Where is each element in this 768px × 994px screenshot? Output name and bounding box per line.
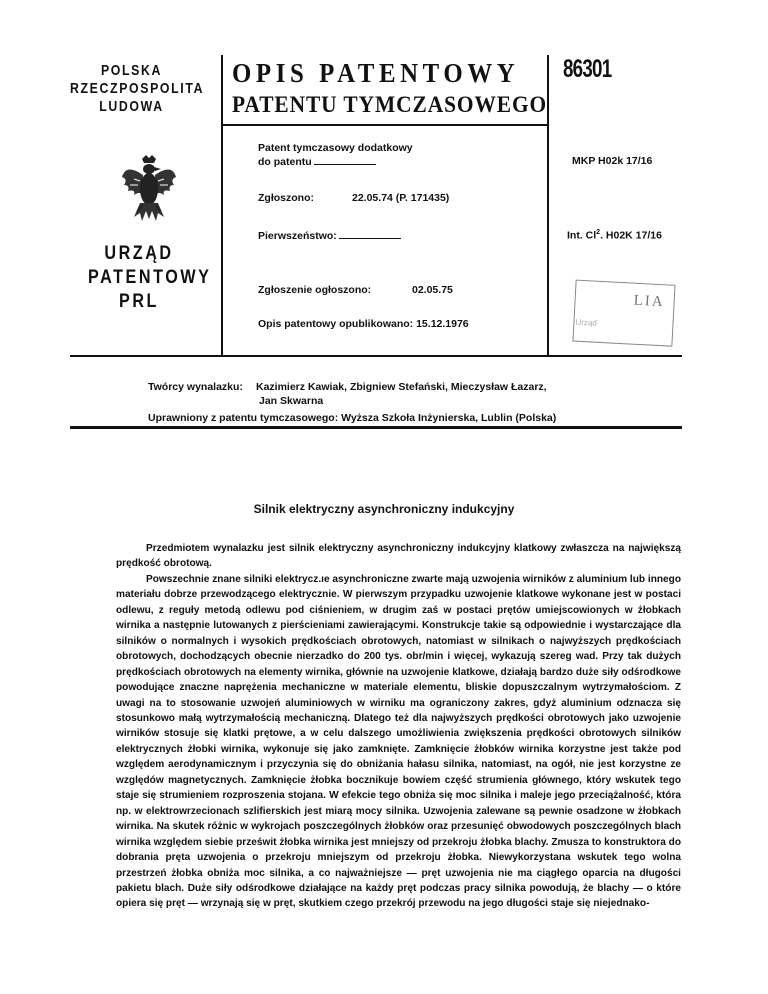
library-stamp [566, 273, 676, 352]
document-subtitle: PATENTU TYMCZASOWEGO [232, 92, 548, 117]
paragraph: Powszechnie znane silniki elektrycz.ıe asynchroniczne zwarte mają uzwojenia wirników z aluminium lub innego materiału dobrze przewodzącego elektrycznie. W pierwszym przypadku uzwojenie klatkowe wykonane jest w postaci odlewu, z reguły metodą odlewu pod ciśnieniem, w drugim zaś w postaci prętów umiejscowionych w żłobkach wirnika a następnie lutowanych z pierścieniami zawierającymi. Konstrukcje takie są odpowiednie i wystarczające dla silników o normalnych i wysokich prędkościach obrotowych, natomiast w silnikach o najwyższych prędkościach obrotowych, dochodzących obecnie nierzadko do 200 tys. obr/min i więcej, wykazują szereg wad. Przy tak dużych prędkościach obrotowych na elementy wirnika, głównie na uzwojenie klatkowe, działają bardzo duże siły odśrodkowe powodujące znaczne naprężenia mechaniczne w materiale elementu, bliskie dopuszczalnym wytrzymałościom. Z uwagi na to stosowanie uzwojeń aluminiowych w wirniku ma ograniczony zakres, gdyż aluminium odznacza się stosunkowo małą wytrzymałością mechaniczną. Dlatego też dla najwyższych prędkości obrotowych jako uzwojenie wirników stosuje się klatki prętowe, a w celu dalszego umożliwienia zwiększenia prędkości obrotowych silników elektrycznych żłobki wirnika, wykonuje się jako zamknięte. Zamknięcie żłobków wirnika korzystne jest także pod względem aerodynamicznym i przyczynia się do obniżania hałasu silnika, natomiast, na ogół, nie jest korzystne ze względów magnetycznych. Zamknięcie żłobka bocznikuje bowiem część strumienia głównego, który wskutek tego staje się strumieniem rozproszenia stojana. W efekcie tego obniża się moc silnika i maleje jego przeciążalność, która np. w elektrowrzecionach szlifierskich jest miarą mocy silnika. Uzwojenia zalewane są pewnie osadzone w żłobkach wirnika. Na skutek różnic w wykrojach poszczególnych żłobków oraz przesunięć obwodowych poszczególnych blach wirnika względem siebie prześwit żłobka wirnika jest mniejszy od przekroju żłobka blachy. Zmusza to konstruktora do dobrania pręta uzwojenia o przekroju mniejszym od przekroju żłobka. Niewykorzystana wskutek tego wolna przestrzeń żłobka obniża moc silnika, a co najważniejsze — pręt uzwojenia nie ma ciągłego oparcia na długości pakietu blach. Duże siły odśrodkowe działające na każdy pręt podczas pracy silnika powodują, że blachy — o które opiera się pręt — wrzynają się w pręt, skutkiem czego przekrój przewodu na jego długości staje się niejednako- [116, 573, 681, 910]
eagle-emblem-icon [120, 155, 178, 225]
stamp-small-text: Urząd [575, 317, 598, 328]
creators-line-1 [148, 380, 547, 394]
country-line: POLSKA [100, 62, 163, 79]
left-divider [221, 55, 223, 355]
additional-patent-to-label: do patentu [258, 156, 312, 168]
country-line: RZECZPOSPOLITA [70, 80, 205, 97]
paragraph: Przedmiotem wynalazku jest silnik elektryczny asynchroniczny indukcyjny klatkowy zwłaszcza na największą prędkość obrotową. [116, 543, 681, 570]
published-label: Opis patentowy opublikowano: [258, 318, 414, 330]
priority-label: Pierwszeństwo: [258, 230, 337, 242]
patent-number: 86301 [563, 55, 612, 83]
patent-office-name [88, 242, 212, 314]
int-cl-prefix: Int. Cl [567, 229, 597, 242]
creators-label: Twórcy wynalazku: [148, 381, 243, 393]
office-line: PATENTOWY [88, 267, 212, 288]
additional-patent-label: Patent tymczasowy dodatkowy [258, 142, 413, 154]
additional-patent-to [258, 155, 376, 168]
invention-title: Silnik elektryczny asynchroniczny indukcyjny [253, 502, 515, 516]
description-body [116, 541, 681, 912]
int-classification [567, 229, 662, 242]
announced-value: 02.05.75 [412, 284, 453, 296]
creators-block [148, 380, 547, 408]
owner-label: Uprawniony z patentu tymczasowego: [148, 412, 339, 424]
published-value: 15.12.1976 [416, 318, 469, 330]
stamp-border [572, 280, 675, 347]
blank-line [339, 229, 401, 239]
blank-line [314, 155, 376, 165]
header-bottom-rule [70, 355, 682, 357]
creators-names-line-2: Jan Skwarna [259, 395, 324, 407]
owner-field [148, 412, 556, 424]
document-title: OPIS PATENTOWY [232, 58, 520, 88]
office-line: URZĄD [104, 243, 174, 264]
country-line: LUDOWA [99, 98, 164, 115]
stamp-text: LIA [633, 292, 666, 311]
filed-label: Zgłoszono: [258, 192, 314, 204]
owner-value: Wyższa Szkoła Inżynierska, Lublin (Polska) [341, 412, 557, 424]
int-cl-superscript: 2 [596, 229, 601, 236]
creators-names: Kazimierz Kawiak, Zbigniew Stefański, Mieczysław Łazarz, [256, 381, 547, 393]
right-divider [547, 55, 549, 355]
title-rule [221, 124, 549, 126]
office-line: PRL [119, 291, 159, 312]
priority-field [258, 229, 401, 242]
filed-value: 22.05.74 (P. 171435) [352, 192, 450, 204]
section-rule [70, 426, 682, 429]
mkp-classification: MKP H02k 17/16 [572, 155, 653, 167]
announced-label: Zgłoszenie ogłoszono: [258, 284, 372, 296]
published-field [258, 318, 469, 330]
country-name [70, 62, 205, 116]
int-cl-value: . H02K 17/16 [600, 229, 662, 242]
